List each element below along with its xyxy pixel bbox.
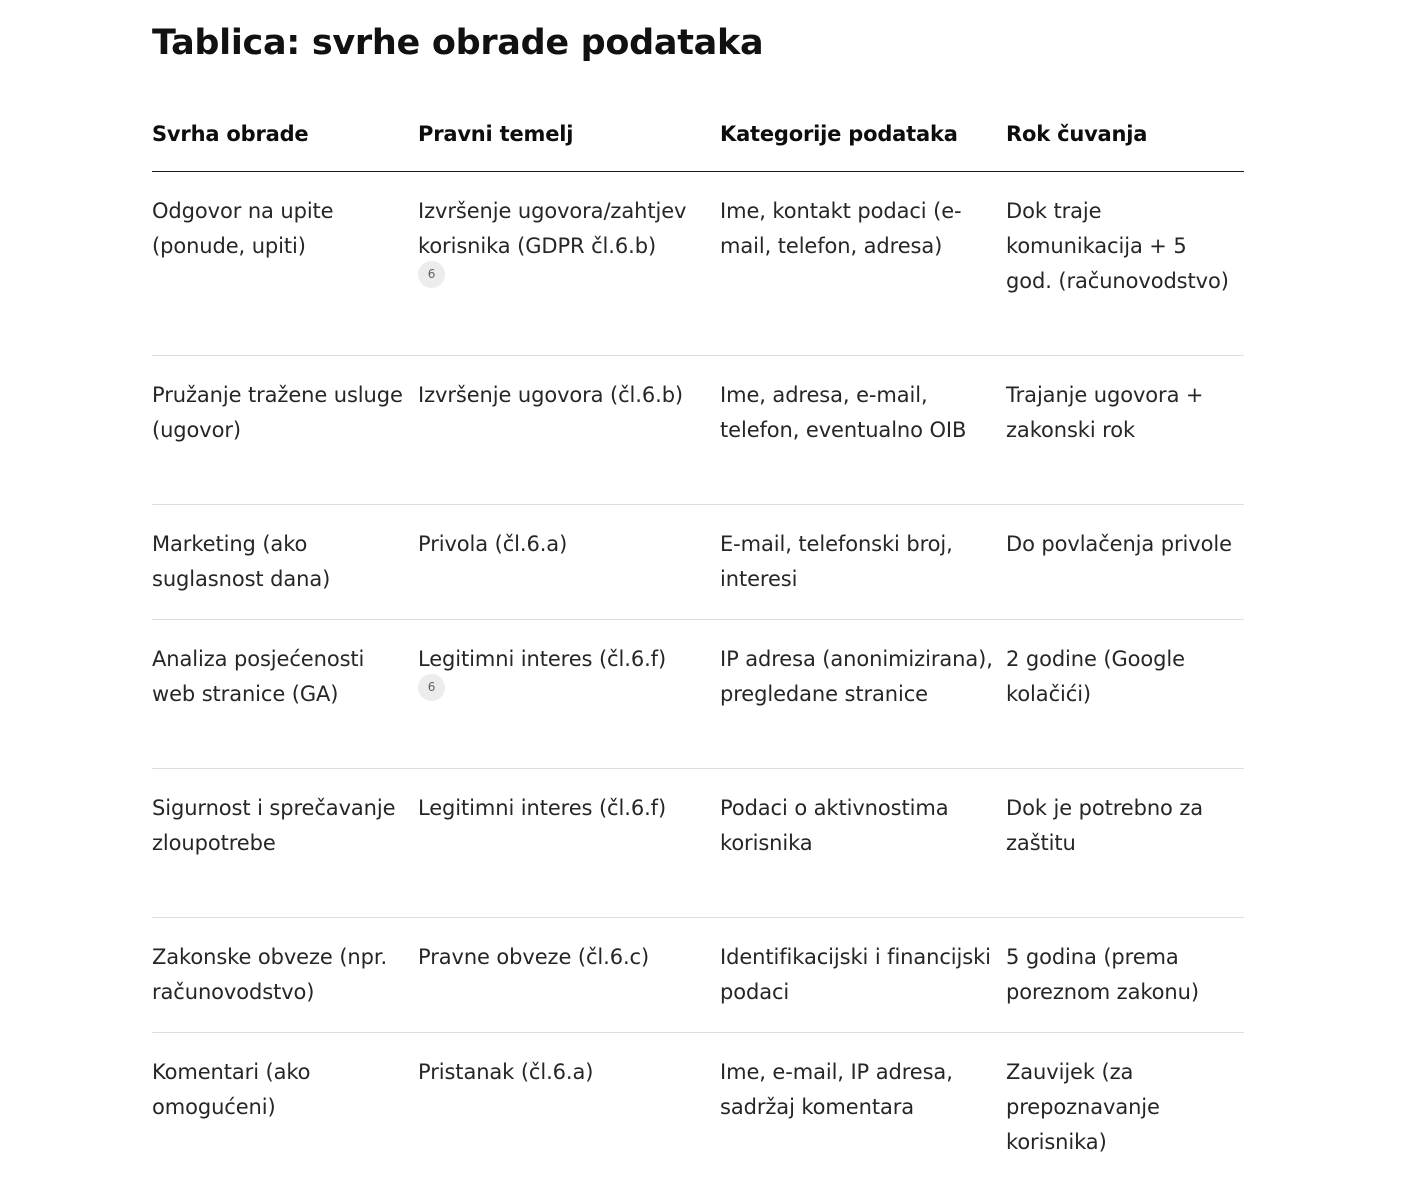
table-header-row <box>152 96 1244 172</box>
table-header <box>152 96 1244 172</box>
cell-retention: Dok je potrebno za zaštitu <box>1006 769 1244 918</box>
table-row <box>152 505 1244 620</box>
cell-purpose: Analiza posjećenosti web stranice (GA) <box>152 620 418 769</box>
cell-legal-basis: Pristanak (čl.6.a) <box>418 1033 720 1187</box>
column-header-retention: Rok čuvanja <box>1006 96 1244 172</box>
cell-retention: 2 godine (Google kolačići) <box>1006 620 1244 769</box>
page-title: Tablica: svrhe obrade podataka <box>152 18 763 68</box>
cell-retention: Do povlačenja privole <box>1006 505 1244 620</box>
citation-badge[interactable]: 6 <box>418 261 445 288</box>
cell-legal-basis: Izvršenje ugovora (čl.6.b) <box>418 356 720 505</box>
cell-legal-basis: Privola (čl.6.a) <box>418 505 720 620</box>
cell-legal-basis-text: Izvršenje ugovora/zahtjev korisnika (GDPR čl.6.b) <box>418 199 686 258</box>
table-row <box>152 769 1244 918</box>
cell-data-categories: Podaci o aktivnostima korisnika <box>720 769 1006 918</box>
cell-purpose: Pružanje tražene usluge (ugovor) <box>152 356 418 505</box>
citation-badge[interactable]: 6 <box>418 674 445 701</box>
column-header-purpose: Svrha obrade <box>152 96 418 172</box>
cell-retention: 5 godina (prema poreznom zakonu) <box>1006 918 1244 1033</box>
cell-legal-basis: Legitimni interes (čl.6.f) <box>418 769 720 918</box>
cell-purpose: Odgovor na upite (ponude, upiti) <box>152 172 418 356</box>
cell-retention: Dok traje komunikacija + 5 god. (računovodstvo) <box>1006 172 1244 356</box>
cell-legal-basis: Pravne obveze (čl.6.c) <box>418 918 720 1033</box>
table-row <box>152 1033 1244 1187</box>
cell-data-categories: Ime, e-mail, IP adresa, sadržaj komentara <box>720 1033 1006 1187</box>
cell-legal-basis-text: Legitimni interes (čl.6.f) <box>418 647 666 671</box>
table-row <box>152 356 1244 505</box>
cell-purpose: Zakonske obveze (npr. računovodstvo) <box>152 918 418 1033</box>
cell-data-categories: Ime, adresa, e-mail, telefon, eventualno OIB <box>720 356 1006 505</box>
cell-data-categories: IP adresa (anonimizirana), pregledane stranice <box>720 620 1006 769</box>
cell-purpose: Sigurnost i sprečavanje zloupotrebe <box>152 769 418 918</box>
cell-purpose: Komentari (ako omogućeni) <box>152 1033 418 1187</box>
table-body <box>152 172 1244 1187</box>
table-row <box>152 172 1244 356</box>
cell-legal-basis <box>418 620 720 769</box>
processing-purposes-table <box>152 96 1244 1187</box>
cell-purpose: Marketing (ako suglasnost dana) <box>152 505 418 620</box>
column-header-legal-basis: Pravni temelj <box>418 96 720 172</box>
column-header-data-categories: Kategorije podataka <box>720 96 1006 172</box>
cell-data-categories: Identifikacijski i financijski podaci <box>720 918 1006 1033</box>
table-row <box>152 918 1244 1033</box>
cell-retention: Zauvijek (za prepoznavanje korisnika) <box>1006 1033 1244 1187</box>
cell-legal-basis <box>418 172 720 356</box>
cell-data-categories: Ime, kontakt podaci (e-mail, telefon, adresa) <box>720 172 1006 356</box>
cell-data-categories: E-mail, telefonski broj, interesi <box>720 505 1006 620</box>
table-row <box>152 620 1244 769</box>
cell-retention: Trajanje ugovora + zakonski rok <box>1006 356 1244 505</box>
